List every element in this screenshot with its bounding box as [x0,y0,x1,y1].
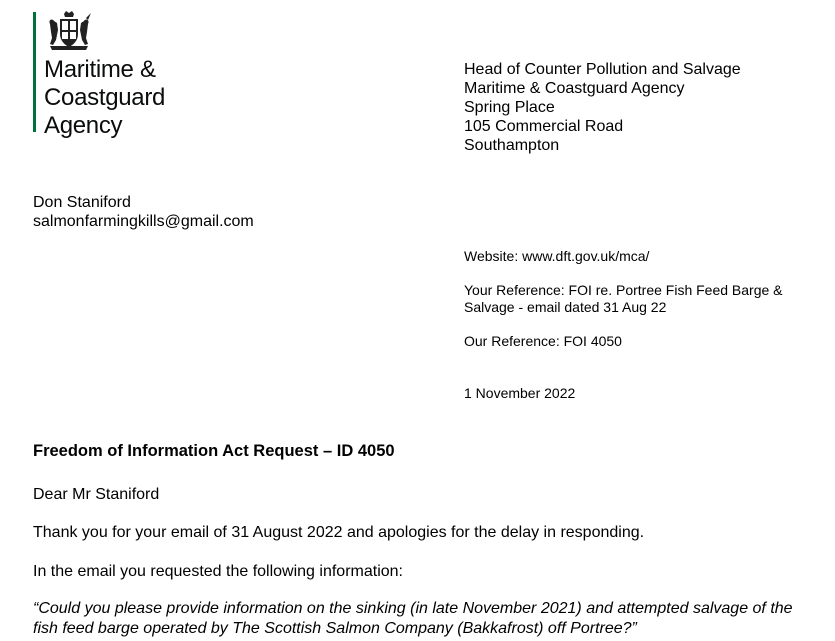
address-line: 105 Commercial Road [464,118,624,135]
address-line: Maritime & Coastguard Agency [464,80,685,97]
sender-address [464,60,741,155]
address-line: Spring Place [464,99,555,116]
address-line: Head of Counter Pollution and Salvage [464,61,741,78]
logo-line: Maritime & [44,56,156,83]
body-paragraph: In the email you requested the following information: [33,563,403,580]
our-reference: Our Reference: FOI 4050 [464,333,622,349]
address-line: Southampton [464,137,560,154]
body-paragraph: Thank you for your email of 31 August 2022 and apologies for the delay in responding. [33,524,645,541]
request-quote: “Could you please provide information on the sinking (in late November 2021) and attempted salvage of the fish feed barge operated by The Scottish Salmon Company (Bakkafrost) off Portree?” [33,600,793,637]
agency-logo-text [44,56,165,140]
your-reference: Your Reference: FOI re. Portree Fish Feed Barge & Salvage - email dated 31 Aug 22 [464,282,783,315]
logo-line: Coastguard [44,84,166,111]
recipient-block [33,193,254,231]
website-line: Website: www.dft.gov.uk/mca/ [464,248,650,264]
recipient-email: salmonfarmingkills@gmail.com [33,213,254,230]
salutation: Dear Mr Staniford [33,486,160,503]
royal-coat-of-arms-icon [44,10,94,52]
letter-date: 1 November 2022 [464,385,576,401]
logo-accent-bar [33,12,36,132]
letter-heading: Freedom of Information Act Request – ID 4050 [33,442,395,460]
logo-line: Agency [44,112,123,139]
recipient-name: Don Staniford [33,194,131,211]
